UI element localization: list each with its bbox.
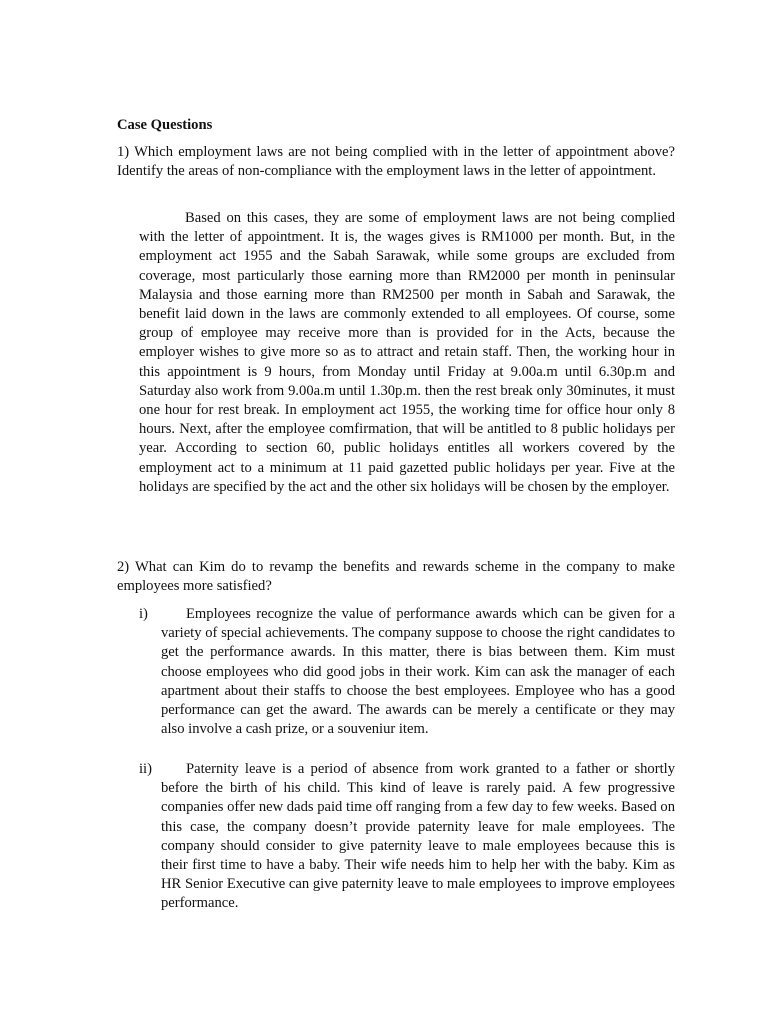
question-2: 2) What can Kim do to revamp the benefits and rewards scheme in the company to make employees more satisfied? (117, 559, 675, 595)
question-1: 1) Which employment laws are not being complied with in the letter of appointment above? Identify the areas of non-compliance with the employment laws in the letter of appointment. (117, 144, 675, 180)
section-heading: Case Questions (117, 117, 213, 133)
answer-1-paragraph: Based on this cases, they are some of employment laws are not being complied with the letter of appointment. It is, the wages gives is RM1000 per month. But, in the employment act 1955 and the Sabah Sarawak, while some groups are excluded from coverage, most particularly those earning more than RM2000 per month in peninsular Malaysia and those earning more than RM2500 per month in Sabah and Sarawak, the benefit laid down in the laws are commonly extended to all employees. Of course, some group of employee may receive more than is provided for in the Acts, because the employer wishes to give more so as to attract and retain staff. Then, the working hour in this appointment is 9 hours, from Monday until Friday at 9.00a.m until 6.30p.m and Saturday also work from 9.00a.m until 1.30p.m. then the rest break only 30minutes, it must one hour for rest break. In employment act 1955, the working time for office hour only 8 hours. Next, after the employee comfirmation, that will be antitled to 8 public holidays per year. According to section 60, public holidays entitles all workers covered by the employment act to a minimum at 11 paid gazetted public holidays per year. Five at the holidays are specified by the act and the other six holidays will be chosen by the employer. (139, 210, 675, 495)
list-item-text: Employees recognize the value of performance awards which can be given for a variety of special achievements. The company suppose to choose the right candidates to get the performance awards. In this matter, there is bias between them. Kim must choose employees who did good jobs in their work. Kim can ask the manager of each apartment about their staffs to choose the best employees. Employee who has a good performance can get the award. The awards can be merely a centificate or they may also involve a cash prize, or a souveniur item. (161, 606, 675, 738)
list-item (139, 760, 675, 914)
list-marker: i) (139, 606, 148, 622)
list-item-text: Paternity leave is a period of absence from work granted to a father or shortly before the birth of his child. This kind of leave is rarely paid. A few progressive companies offer new dads paid time off ranging from a few day to few weeks. Based on this case, the company doesn’t provide paternity leave for male employees. The company should consider to give paternity leave to male employees because this is their first time to have a baby. Their wife needs him to help her with the baby. Kim as HR Senior Executive can give paternity leave to male employees to improve employees performance. (161, 761, 675, 912)
list-item (139, 605, 675, 739)
list-marker: ii) (139, 761, 152, 777)
